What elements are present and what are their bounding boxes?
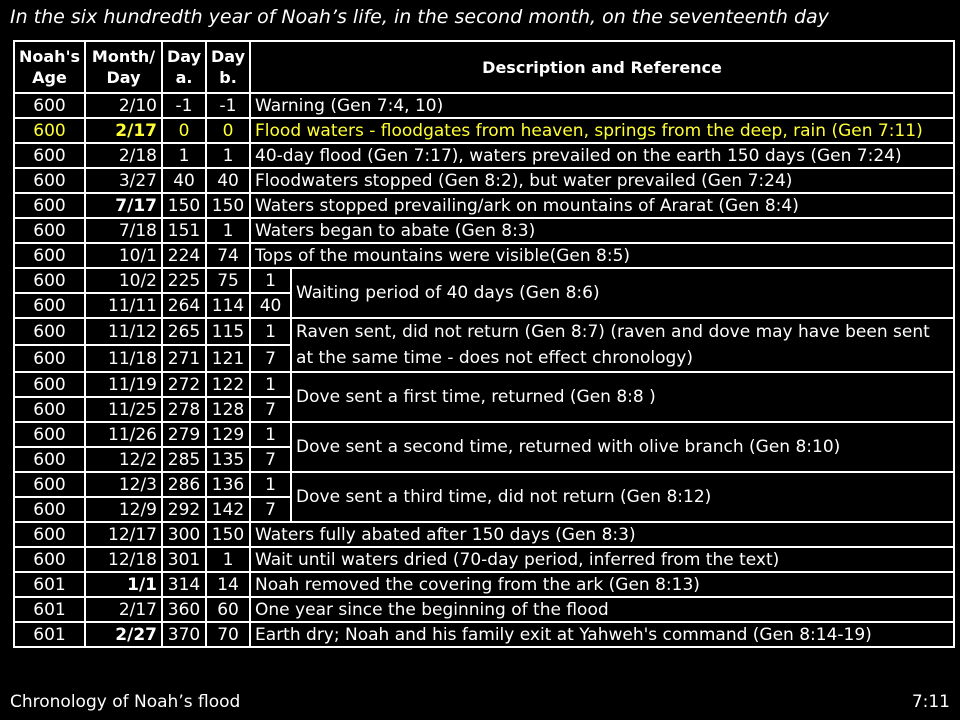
header-month-day-line1: Month/ [91, 47, 156, 66]
table-row [14, 547, 954, 572]
chronology-table [13, 40, 955, 648]
cell-day-a: 225 [162, 268, 206, 293]
header-month-day-line2: Day [106, 68, 141, 87]
cell-day-c: 7 [250, 447, 291, 472]
cell-month-day: 12/18 [85, 547, 162, 572]
cell-month-day: 11/18 [85, 345, 162, 372]
cell-month-day: 12/9 [85, 497, 162, 522]
header-description: Description and Reference [250, 41, 954, 93]
cell-description: Noah removed the covering from the ark (Gen 8:13) [250, 572, 954, 597]
cell-description: Raven sent, did not return (Gen 8:7) (raven and dove may have been sent at the same time - does not effect chronology) [291, 318, 954, 372]
cell-age: 600 [14, 497, 85, 522]
cell-day-c: 7 [250, 497, 291, 522]
footer-verse: 7:11 [911, 692, 950, 712]
table-row [14, 597, 954, 622]
cell-age: 600 [14, 268, 85, 293]
cell-day-a: -1 [162, 93, 206, 118]
cell-day-a: 278 [162, 397, 206, 422]
cell-age: 600 [14, 293, 85, 318]
cell-age: 600 [14, 168, 85, 193]
header-noahs-age-line2: Age [32, 68, 67, 87]
cell-month-day: 11/19 [85, 372, 162, 397]
cell-day-a: 360 [162, 597, 206, 622]
cell-age: 600 [14, 218, 85, 243]
table-row [14, 193, 954, 218]
header-day-a-line1: Day [167, 47, 202, 66]
cell-day-a: 314 [162, 572, 206, 597]
cell-day-b: 121 [206, 345, 250, 372]
cell-day-a: 285 [162, 447, 206, 472]
cell-age: 600 [14, 243, 85, 268]
cell-age: 600 [14, 193, 85, 218]
table-row [14, 422, 954, 447]
cell-day-a: 272 [162, 372, 206, 397]
cell-day-b: 128 [206, 397, 250, 422]
cell-day-b: 40 [206, 168, 250, 193]
table-row [14, 93, 954, 118]
cell-day-b: 1 [206, 218, 250, 243]
cell-day-b: 129 [206, 422, 250, 447]
cell-age: 600 [14, 547, 85, 572]
cell-day-a: 286 [162, 472, 206, 497]
table-row [14, 268, 954, 293]
cell-day-b: 136 [206, 472, 250, 497]
cell-day-a: 370 [162, 622, 206, 647]
cell-month-day: 11/11 [85, 293, 162, 318]
cell-day-b: 115 [206, 318, 250, 345]
cell-age: 600 [14, 93, 85, 118]
cell-age: 601 [14, 622, 85, 647]
cell-day-a: 265 [162, 318, 206, 345]
cell-month-day: 12/2 [85, 447, 162, 472]
header-noahs-age-line1: Noah's [19, 47, 80, 66]
cell-day-b: 150 [206, 522, 250, 547]
cell-age: 600 [14, 422, 85, 447]
cell-day-b: 114 [206, 293, 250, 318]
cell-description: Dove sent a second time, returned with olive branch (Gen 8:10) [291, 422, 954, 472]
cell-day-c: 40 [250, 293, 291, 318]
cell-age: 600 [14, 345, 85, 372]
header-row [14, 41, 954, 93]
cell-month-day: 10/1 [85, 243, 162, 268]
cell-day-b: 122 [206, 372, 250, 397]
cell-age: 600 [14, 118, 85, 143]
cell-day-a: 264 [162, 293, 206, 318]
header-day-a [162, 41, 206, 93]
cell-day-a: 40 [162, 168, 206, 193]
cell-age: 600 [14, 372, 85, 397]
cell-day-c: 1 [250, 422, 291, 447]
cell-month-day: 11/25 [85, 397, 162, 422]
table-row [14, 622, 954, 647]
cell-day-b: 150 [206, 193, 250, 218]
cell-age: 600 [14, 318, 85, 345]
cell-description: Dove sent a first time, returned (Gen 8:8 ) [291, 372, 954, 422]
cell-day-a: 300 [162, 522, 206, 547]
table-row [14, 372, 954, 397]
cell-day-b: 1 [206, 143, 250, 168]
cell-day-c: 1 [250, 268, 291, 293]
header-day-b-line1: Day [211, 47, 246, 66]
cell-age: 601 [14, 597, 85, 622]
cell-month-day: 11/26 [85, 422, 162, 447]
cell-day-c: 1 [250, 372, 291, 397]
cell-month-day: 12/3 [85, 472, 162, 497]
cell-day-b: 1 [206, 547, 250, 572]
cell-age: 600 [14, 143, 85, 168]
header-month-day [85, 41, 162, 93]
table-row [14, 472, 954, 497]
cell-day-b: 14 [206, 572, 250, 597]
table-row [14, 118, 954, 143]
cell-description: Wait until waters dried (70-day period, inferred from the text) [250, 547, 954, 572]
table-row [14, 143, 954, 168]
cell-day-a: 224 [162, 243, 206, 268]
cell-month-day: 2/27 [85, 622, 162, 647]
cell-day-a: 292 [162, 497, 206, 522]
cell-month-day: 10/2 [85, 268, 162, 293]
cell-description: One year since the beginning of the flood [250, 597, 954, 622]
cell-age: 600 [14, 522, 85, 547]
cell-month-day: 2/18 [85, 143, 162, 168]
cell-day-a: 279 [162, 422, 206, 447]
cell-month-day: 12/17 [85, 522, 162, 547]
slide-title: In the six hundredth year of Noah’s life, in the second month, on the seventeenth day [10, 6, 829, 28]
cell-month-day: 2/17 [85, 118, 162, 143]
cell-description: Earth dry; Noah and his family exit at Yahweh's command (Gen 8:14-19) [250, 622, 954, 647]
cell-description: Flood waters - floodgates from heaven, springs from the deep, rain (Gen 7:11) [250, 118, 954, 143]
cell-description: Waters began to abate (Gen 8:3) [250, 218, 954, 243]
header-noahs-age [14, 41, 85, 93]
header-day-b-line2: b. [219, 68, 237, 87]
cell-day-b: 135 [206, 447, 250, 472]
cell-day-a: 301 [162, 547, 206, 572]
cell-description: Tops of the mountains were visible(Gen 8:5) [250, 243, 954, 268]
footer-title: Chronology of Noah’s flood [10, 692, 241, 712]
cell-day-b: 75 [206, 268, 250, 293]
cell-day-a: 151 [162, 218, 206, 243]
cell-description: Warning (Gen 7:4, 10) [250, 93, 954, 118]
cell-description: Waters fully abated after 150 days (Gen 8:3) [250, 522, 954, 547]
table-row [14, 243, 954, 268]
cell-description: Waters stopped prevailing/ark on mountains of Ararat (Gen 8:4) [250, 193, 954, 218]
cell-day-b: 60 [206, 597, 250, 622]
cell-month-day: 2/17 [85, 597, 162, 622]
header-day-a-line2: a. [175, 68, 193, 87]
cell-day-b: 0 [206, 118, 250, 143]
cell-day-c: 7 [250, 397, 291, 422]
cell-day-a: 150 [162, 193, 206, 218]
cell-day-c: 1 [250, 472, 291, 497]
cell-month-day: 2/10 [85, 93, 162, 118]
cell-age: 600 [14, 397, 85, 422]
cell-age: 600 [14, 472, 85, 497]
cell-day-a: 271 [162, 345, 206, 372]
cell-day-c: 7 [250, 345, 291, 372]
cell-month-day: 7/17 [85, 193, 162, 218]
cell-month-day: 3/27 [85, 168, 162, 193]
table-row [14, 168, 954, 193]
cell-day-b: -1 [206, 93, 250, 118]
cell-day-a: 1 [162, 143, 206, 168]
cell-day-c: 1 [250, 318, 291, 345]
cell-day-a: 0 [162, 118, 206, 143]
cell-day-b: 142 [206, 497, 250, 522]
cell-description: 40-day flood (Gen 7:17), waters prevailed on the earth 150 days (Gen 7:24) [250, 143, 954, 168]
table-row [14, 218, 954, 243]
table-row [14, 572, 954, 597]
table-row [14, 318, 954, 345]
cell-age: 601 [14, 572, 85, 597]
cell-day-b: 70 [206, 622, 250, 647]
cell-age: 600 [14, 447, 85, 472]
cell-month-day: 1/1 [85, 572, 162, 597]
cell-description: Waiting period of 40 days (Gen 8:6) [291, 268, 954, 318]
cell-description: Floodwaters stopped (Gen 8:2), but water prevailed (Gen 7:24) [250, 168, 954, 193]
cell-day-b: 74 [206, 243, 250, 268]
cell-month-day: 11/12 [85, 318, 162, 345]
header-day-b [206, 41, 250, 93]
cell-month-day: 7/18 [85, 218, 162, 243]
cell-description: Dove sent a third time, did not return (Gen 8:12) [291, 472, 954, 522]
table-row [14, 522, 954, 547]
